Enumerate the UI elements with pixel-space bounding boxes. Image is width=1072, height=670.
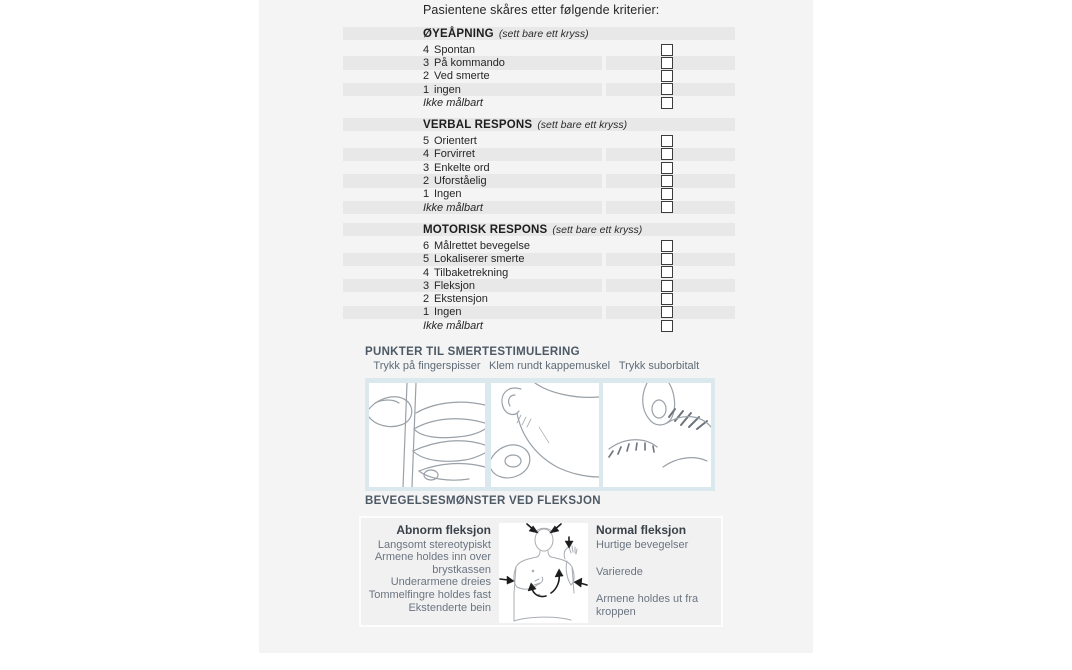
section-heading-text: MOTORISK RESPONS [423,223,548,236]
score-label: 1 Ingen [423,188,462,201]
pain-illustration-band [365,378,715,491]
checkbox-cell [606,201,735,214]
scale-row [343,174,735,187]
score-label: 5 Lokaliserer smerte [343,253,602,266]
score-label: 6 Målrettet bevegelse [423,239,530,252]
pain-label-trapezius: Klem rundt kappemuskel [489,360,611,372]
checkbox-oyeapning-4[interactable] [661,44,673,56]
scale-row [343,319,735,332]
score-number: 5 [423,253,430,266]
scale-table [343,27,735,341]
score-label: 3 Enkelte ord [423,161,490,174]
checkbox-cell [606,70,735,83]
checkbox-cell [606,239,735,252]
checkbox-cell [606,148,735,161]
scale-row [343,239,735,252]
checkbox-oyeapning-3[interactable] [661,57,673,69]
checkbox-motorisk-respons-1[interactable] [661,306,673,318]
score-number: 2 [423,70,430,83]
scale-row [343,134,735,147]
abnormal-flexion-line: Ekstenderte bein [408,601,491,614]
checkbox-cell [606,306,735,319]
checkbox-oyeapning-ikke-malbart[interactable] [661,97,673,109]
scale-row [343,70,735,83]
checkbox-cell [606,83,735,96]
score-label: Ikke målbart [423,96,483,109]
score-number: 4 [423,43,430,56]
checkbox-verbal-respons-2[interactable] [661,175,673,187]
pain-section-heading: PUNKTER TIL SMERTESTIMULERING [365,346,580,358]
page-title: Pasientene skåres etter følgende kriterier: [423,3,660,17]
scale-row [343,201,735,214]
score-label: 2 Ekstensjon [423,293,488,306]
score-number: 3 [423,56,430,69]
scale-section-oyeapning [343,27,735,109]
checkbox-cell [606,319,735,332]
scale-row [343,43,735,56]
score-number: 4 [423,148,430,161]
checkbox-verbal-respons-3[interactable] [661,162,673,174]
scale-row [343,266,735,279]
score-label: Ikke målbart [423,319,483,332]
normal-flexion-line: Armene holdes ut fra kroppen [596,593,699,618]
checkbox-cell [606,161,735,174]
score-label: 4 Forvirret [343,148,602,161]
checkbox-oyeapning-2[interactable] [661,70,673,82]
checkbox-motorisk-respons-4[interactable] [661,266,673,278]
score-number: 1 [423,306,430,319]
document-column [259,0,813,653]
checkbox-cell [606,279,735,292]
flexion-section-heading: BEVEGELSESMØNSTER VED FLEKSJON [365,495,601,507]
abnormal-flexion-column [367,524,491,614]
normal-flexion-line: Hurtige bevegelser [596,539,689,551]
checkbox-verbal-respons-4[interactable] [661,148,673,160]
scale-row [343,96,735,109]
section-heading-text: ØYEÅPNING [423,27,494,40]
checkbox-verbal-respons-5[interactable] [661,135,673,147]
abnormal-flexion-lines [367,539,491,615]
score-number: 1 [423,83,430,96]
section-header-motorisk-respons [343,223,735,236]
section-heading-note: (sett bare ett kryss) [552,223,643,236]
fingertip-pressure-illustration [369,383,485,487]
scale-row [343,161,735,174]
pain-label-fingertips: Trykk på fingerspisser [373,360,481,372]
scale-row [343,292,735,305]
checkbox-cell [606,56,735,69]
checkbox-cell [606,266,735,279]
scale-row [343,188,735,201]
score-label: 1 Ingen [343,306,602,319]
checkbox-cell [606,43,735,56]
checkbox-oyeapning-1[interactable] [661,83,673,95]
score-number: 5 [423,135,430,148]
checkbox-cell [606,292,735,305]
abnormal-flexion-line: brystkassen [432,563,491,576]
flexion-panel [359,516,723,627]
normal-flexion-title: Normal fleksjon [596,523,687,537]
scale-row [343,253,735,266]
score-label: 3 Fleksjon [343,279,602,292]
scale-row [343,56,735,69]
score-label: 4 Spontan [423,43,475,56]
checkbox-cell [606,96,735,109]
section-heading-note: (sett bare ett kryss) [537,118,628,131]
score-label: Ikke målbart [343,201,602,214]
scale-row [343,279,735,292]
checkbox-cell [606,134,735,147]
abnormal-flexion-line: Langsomt stereotypiskt [377,538,491,551]
score-label: 3 På kommando [343,56,602,69]
score-label: 2 Uforståelig [343,174,602,187]
score-number: 2 [423,293,430,306]
checkbox-cell [606,174,735,187]
checkbox-verbal-respons-1[interactable] [661,188,673,200]
scale-row [343,306,735,319]
checkbox-motorisk-respons-ikke-malbart[interactable] [661,320,673,332]
suborbital-pressure-illustration [603,383,711,487]
pain-label-suborbital: Trykk suborbitalt [618,360,700,372]
abnormal-flexion-title: Abnorm fleksjon [396,523,491,537]
abnormal-flexion-line: Tommelfingre holdes fast [368,588,491,601]
trapezius-pinch-illustration [491,383,599,487]
normal-flexion-column [596,524,714,619]
score-label: 1 ingen [343,83,602,96]
checkbox-verbal-respons-ikke-malbart[interactable] [661,201,673,213]
score-label: 2 Ved smerte [423,70,490,83]
section-header-verbal-respons [343,118,735,131]
checkbox-motorisk-respons-2[interactable] [661,293,673,305]
score-label: 4 Tilbaketrekning [423,266,509,279]
checkbox-cell [606,188,735,201]
abnormal-flexion-line: Underarmene dreies [390,576,491,589]
score-number: 6 [423,239,430,252]
section-heading-text: VERBAL RESPONS [423,118,533,131]
score-label: 5 Orientert [423,135,477,148]
checkbox-motorisk-respons-5[interactable] [661,253,673,265]
section-header-oyeapning [343,27,735,40]
flexion-posture-illustration [499,523,588,623]
scale-section-motorisk-respons [343,223,735,332]
score-number: 4 [423,266,430,279]
checkbox-motorisk-respons-6[interactable] [661,240,673,252]
score-number: 2 [423,175,430,188]
score-number: 1 [423,188,430,201]
scale-row [343,148,735,161]
normal-flexion-lines [596,539,714,619]
score-number: 3 [423,279,430,292]
pain-labels [365,360,715,372]
section-heading-note: (sett bare ett kryss) [498,27,589,40]
score-number: 3 [423,161,430,174]
scale-section-verbal-respons [343,118,735,214]
checkbox-cell [606,253,735,266]
checkbox-motorisk-respons-3[interactable] [661,280,673,292]
scale-row [343,83,735,96]
normal-flexion-line: Varierede [596,566,643,578]
abnormal-flexion-line: Armene holdes inn over [374,551,491,564]
